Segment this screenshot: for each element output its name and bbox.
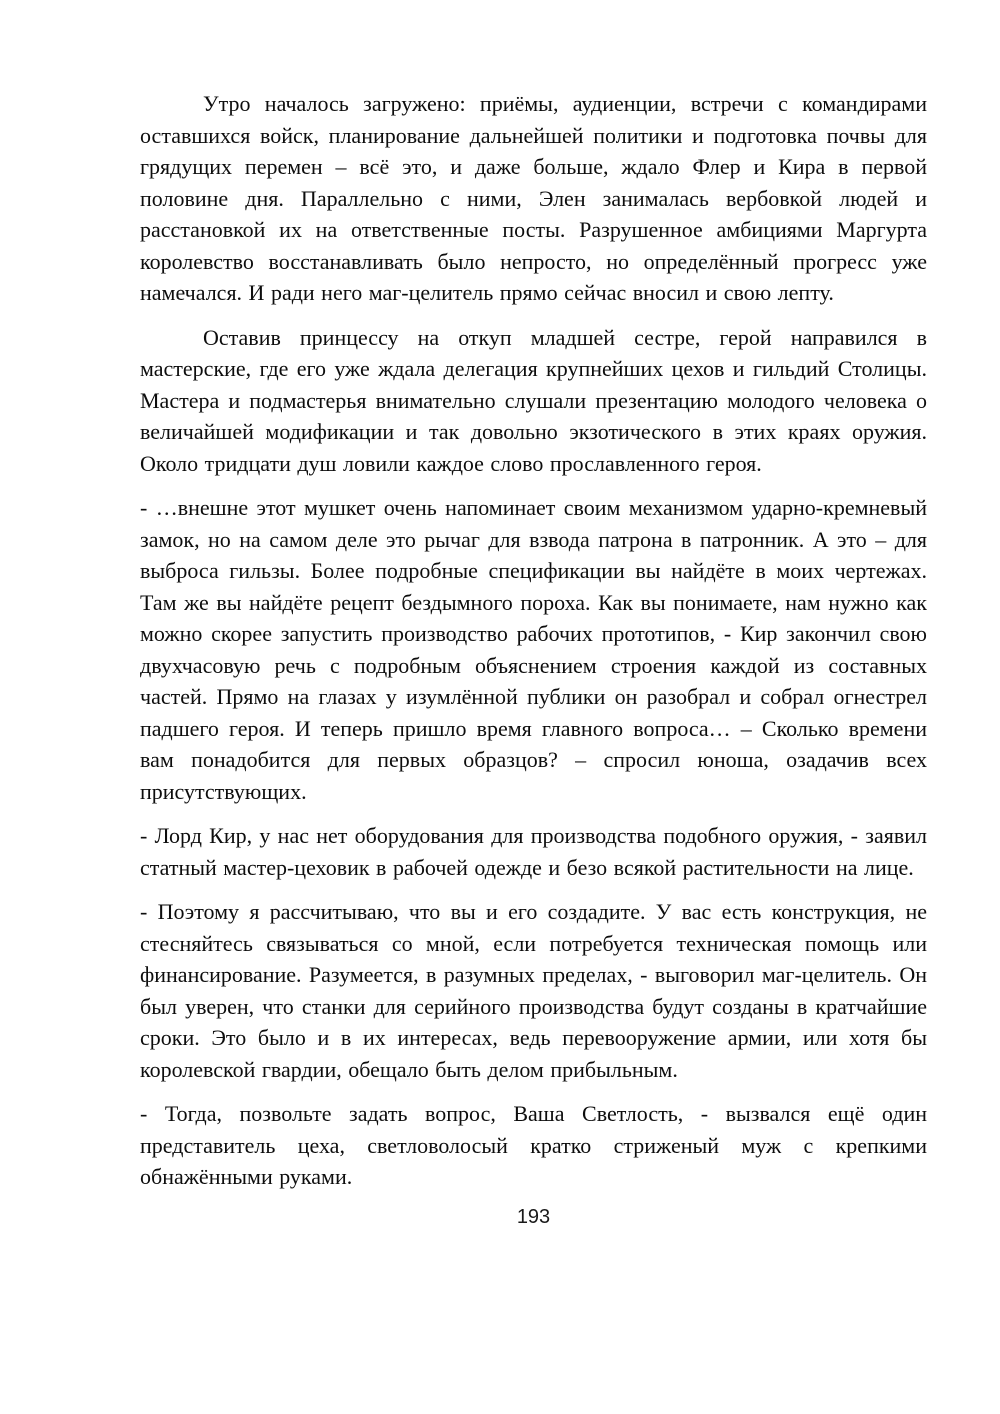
paragraph: - Лорд Кир, у нас нет оборудования для производства подобного оружия, - заявил статный мастер-цеховик в рабочей одежде и безо всякой растительности на лице. [140,823,927,880]
paragraph: - Поэтому я рассчитываю, что вы и его создадите. У вас есть конструкция, не стесняйтесь связываться со мной, если потребуется техническая помощь или финансирование. Разумеется, в разумных пределах, - выговорил маг-целитель. Он был уверен, что станки для серийного производства будут созданы в кратчайшие сроки. Это было и в их интересах, ведь перевооружение армии, или хотя бы королевской гвардии, обещало быть делом прибыльным. [140,899,927,1082]
paragraph: Оставив принцессу на откуп младшей сестре, герой направился в мастерские, где его уже ждала делегация крупнейших цехов и гильдий Столицы. Мастера и подмастерья внимательно слушали презентацию молодого человека о величайшей модификации и так довольно экзотического в этих краях оружия. Около тридцати душ ловили каждое слово прославленного героя. [140,324,927,476]
page-body-text [140,88,927,1193]
page-number: 193 [516,1205,551,1228]
paragraph: Утро началось загружено: приёмы, аудиенции, встречи с командирами оставшихся войск, планирование дальнейшей политики и подготовка почвы для грядущих перемен – всё это, и даже больше, ждало Флер и Кира в первой половине дня. Параллельно с ними, Элен занималась вербовкой людей и расстановкой их на ответственные посты. Разрушенное амбициями Маргурта королевство восстанавливать было непросто, но определённый прогресс уже намечался. И ради него маг-целитель прямо сейчас вносил и свою лепту. [140,91,927,305]
paragraph: - …внешне этот мушкет очень напоминает своим механизмом ударно-кремневый замок, но на самом деле это рычаг для взвода патрона в патронник. А это – для выброса гильзы. Более подробные спецификации вы найдёте в моих чертежах. Там же вы найдёте рецепт бездымного пороха. Как вы понимаете, нам нужно как можно скорее запустить производство рабочих прототипов, - Кир закончил свою двухчасовую речь с подробным объяснением строения каждой из составных частей. Прямо на глазах у изумлённой публики он разобрал и собрал огнестрел падшего героя. И теперь пришло время главного вопроса… – Сколько времени вам понадобится для первых образцов? – спросил юноша, озадачив всех присутствующих. [140,495,927,804]
paragraph: - Тогда, позвольте задать вопрос, Ваша Светлость, - вызвался ещё один представитель цеха, светловолосый кратко стриженый муж с крепкими обнажёнными руками. [140,1101,927,1189]
